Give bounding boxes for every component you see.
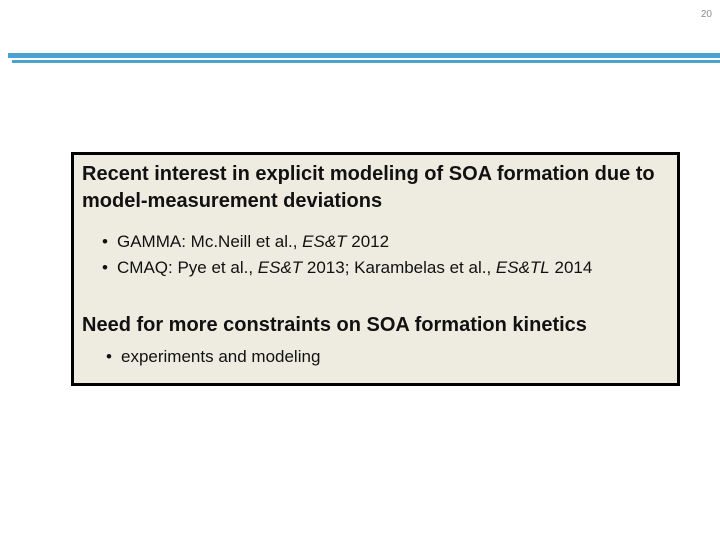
bullet-icon: • [102, 258, 108, 277]
experiments-text: experiments and modeling [121, 347, 321, 366]
page-number: 20 [700, 9, 712, 20]
cmaq-mid-text: 2013; Karambelas et al., [302, 258, 496, 277]
list-item-experiments [106, 344, 320, 370]
bullet-list-constraints [106, 344, 320, 370]
cmaq-journal: ES&T [257, 258, 303, 277]
list-item-gamma [102, 229, 592, 255]
content-box [71, 152, 680, 386]
cmaq-citation-text: CMAQ: Pye et al., [117, 258, 258, 277]
heading-need-constraints: Need for more constraints on SOA formation kinetics [82, 314, 587, 336]
bullet-icon: • [106, 347, 112, 366]
heading-recent-interest: Recent interest in explicit modeling of SOA formation due to model-measurement deviations [82, 163, 655, 212]
bullet-list-models [102, 229, 592, 281]
gamma-year: 2012 [346, 232, 390, 251]
gamma-journal: ES&T [302, 232, 347, 251]
header-rule-bottom [12, 60, 720, 63]
gamma-citation-text: GAMMA: Mc.Neill et al., [117, 232, 303, 251]
bullet-icon: • [102, 232, 108, 251]
header-rule-top [8, 53, 720, 58]
cmaq-year: 2014 [549, 258, 593, 277]
list-item-cmaq [102, 255, 592, 281]
cmaq-journal-2: ES&TL [495, 258, 550, 277]
